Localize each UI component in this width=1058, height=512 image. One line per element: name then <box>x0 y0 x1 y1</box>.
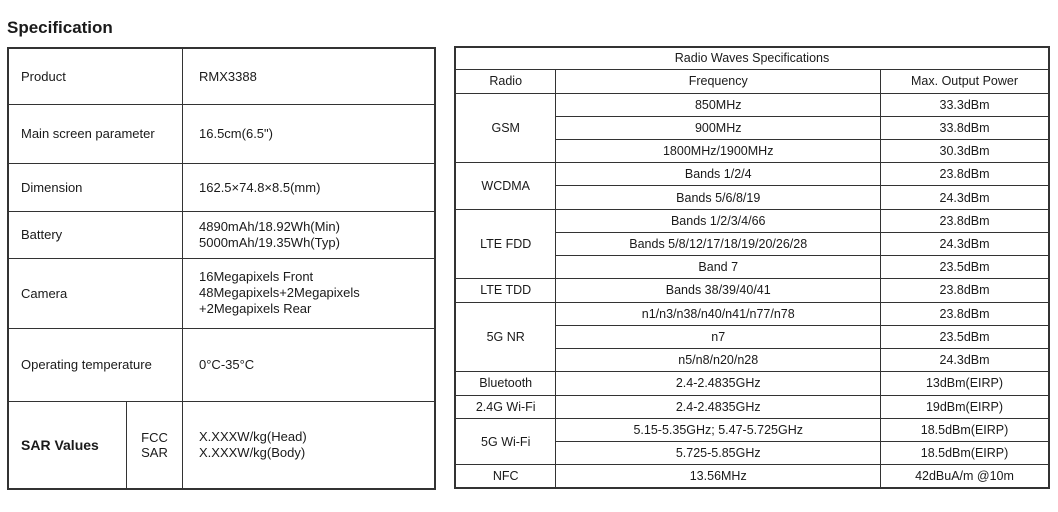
table-row <box>455 209 1049 232</box>
radio-name: NFC <box>455 465 556 488</box>
radio-header-radio: Radio <box>455 69 556 93</box>
radio-header-power: Max. Output Power <box>881 69 1049 93</box>
radio-power: 19dBm(EIRP) <box>881 395 1049 418</box>
table-row <box>455 279 1049 302</box>
radio-frequency: n1/n3/n38/n40/n41/n77/n78 <box>556 302 881 325</box>
radio-name: 5G NR <box>455 302 556 372</box>
radio-frequency: Band 7 <box>556 256 881 279</box>
radio-power: 23.8dBm <box>881 209 1049 232</box>
radio-waves-table <box>454 46 1050 489</box>
radio-frequency: 5.725-5.85GHz <box>556 442 881 465</box>
radio-frequency: 1800MHz/1900MHz <box>556 139 881 162</box>
spec-row-sar <box>8 401 435 489</box>
radio-power: 24.3dBm <box>881 232 1049 255</box>
radio-name: 2.4G Wi-Fi <box>455 395 556 418</box>
radio-power: 18.5dBm(EIRP) <box>881 442 1049 465</box>
radio-name: LTE TDD <box>455 279 556 302</box>
radio-frequency: Bands 1/2/3/4/66 <box>556 209 881 232</box>
table-row <box>455 372 1049 395</box>
spec-row-temperature <box>8 328 435 401</box>
radio-name: LTE FDD <box>455 209 556 279</box>
radio-frequency: Bands 5/6/8/19 <box>556 186 881 209</box>
radio-frequency: Bands 1/2/4 <box>556 163 881 186</box>
spec-label: Dimension <box>8 163 183 211</box>
radio-frequency: 13.56MHz <box>556 465 881 488</box>
spec-value: 16.5cm(6.5") <box>183 104 436 163</box>
table-row <box>455 465 1049 488</box>
radio-power: 18.5dBm(EIRP) <box>881 418 1049 441</box>
radio-table-body <box>455 93 1049 488</box>
spec-value: 162.5×74.8×8.5(mm) <box>183 163 436 211</box>
radio-power: 33.3dBm <box>881 93 1049 116</box>
radio-name: GSM <box>455 93 556 163</box>
spec-row-product <box>8 48 435 104</box>
page-title: Specification <box>7 18 113 37</box>
spec-label: Camera <box>8 258 183 328</box>
radio-name: WCDMA <box>455 163 556 209</box>
specification-table <box>7 47 436 490</box>
radio-frequency: Bands 38/39/40/41 <box>556 279 881 302</box>
radio-frequency: 850MHz <box>556 93 881 116</box>
radio-power: 23.8dBm <box>881 279 1049 302</box>
radio-table-title: Radio Waves Specifications <box>455 47 1049 69</box>
radio-frequency: n7 <box>556 325 881 348</box>
radio-power: 23.8dBm <box>881 163 1049 186</box>
spec-label: SAR Values <box>8 401 127 489</box>
radio-power: 23.8dBm <box>881 302 1049 325</box>
spec-label: Battery <box>8 211 183 258</box>
radio-power: 24.3dBm <box>881 349 1049 372</box>
radio-name: Bluetooth <box>455 372 556 395</box>
radio-power: 23.5dBm <box>881 325 1049 348</box>
radio-header-frequency: Frequency <box>556 69 881 93</box>
radio-power: 42dBuA/m @10m <box>881 465 1049 488</box>
table-row <box>455 395 1049 418</box>
spec-row-camera <box>8 258 435 328</box>
radio-power: 24.3dBm <box>881 186 1049 209</box>
radio-power: 23.5dBm <box>881 256 1049 279</box>
radio-power: 13dBm(EIRP) <box>881 372 1049 395</box>
radio-frequency: n5/n8/n20/n28 <box>556 349 881 372</box>
spec-value: X.XXXW/kg(Head) X.XXXW/kg(Body) <box>183 401 436 489</box>
spec-value: RMX3388 <box>183 48 436 104</box>
table-row <box>455 302 1049 325</box>
spec-row-dimension <box>8 163 435 211</box>
spec-row-screen <box>8 104 435 163</box>
radio-power: 33.8dBm <box>881 116 1049 139</box>
spec-label: Main screen parameter <box>8 104 183 163</box>
radio-name: 5G Wi-Fi <box>455 418 556 464</box>
spec-row-battery <box>8 211 435 258</box>
radio-frequency: 2.4-2.4835GHz <box>556 395 881 418</box>
radio-frequency: Bands 5/8/12/17/18/19/20/26/28 <box>556 232 881 255</box>
spec-value: 0°C-35°C <box>183 328 436 401</box>
spec-label: Operating temperature <box>8 328 183 401</box>
table-row <box>455 93 1049 116</box>
spec-label: Product <box>8 48 183 104</box>
spec-value: 4890mAh/18.92Wh(Min) 5000mAh/19.35Wh(Typ) <box>183 211 436 258</box>
radio-frequency: 2.4-2.4835GHz <box>556 372 881 395</box>
radio-frequency: 900MHz <box>556 116 881 139</box>
table-row <box>455 418 1049 441</box>
spec-sublabel: FCC SAR <box>127 401 183 489</box>
table-row <box>455 163 1049 186</box>
spec-value: 16Megapixels Front 48Megapixels+2Megapixels +2Megapixels Rear <box>183 258 436 328</box>
radio-power: 30.3dBm <box>881 139 1049 162</box>
radio-frequency: 5.15-5.35GHz; 5.47-5.725GHz <box>556 418 881 441</box>
